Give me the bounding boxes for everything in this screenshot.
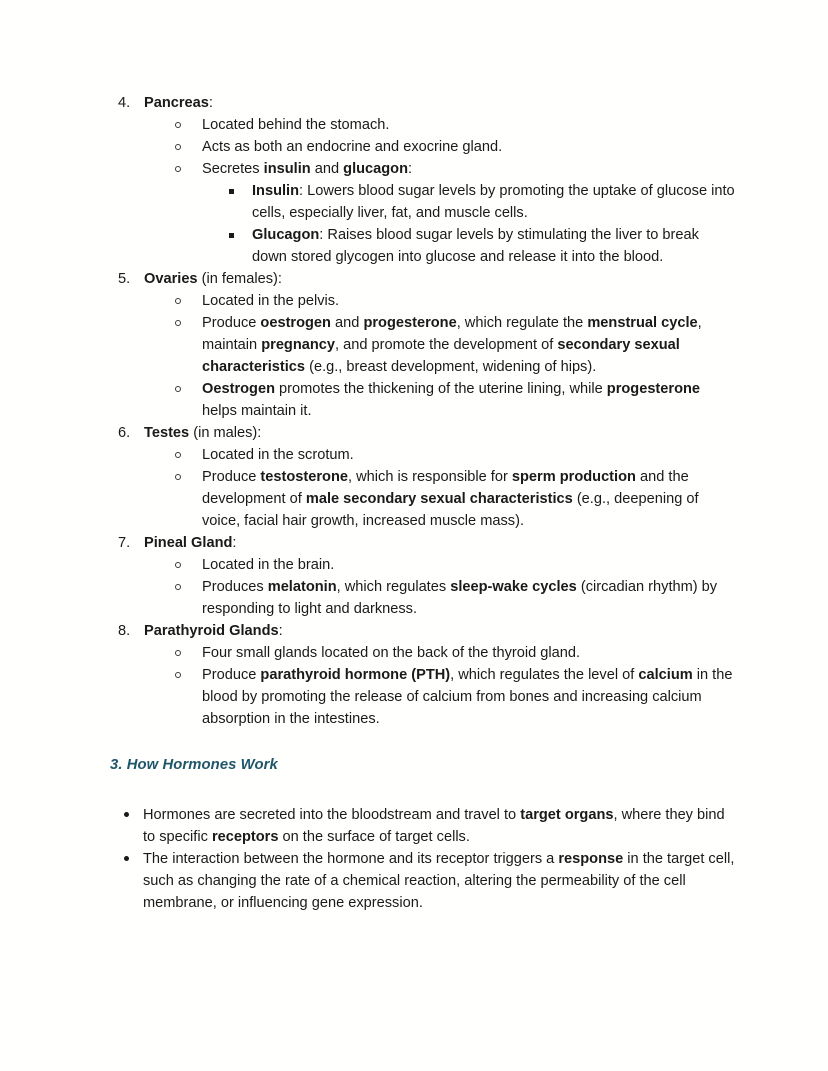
gland-item-title: Pancreas: bbox=[144, 95, 213, 111]
square-bullet-icon bbox=[229, 189, 234, 194]
gland-sub-item bbox=[144, 664, 735, 730]
gland-sub-sub-list bbox=[144, 180, 735, 268]
gland-sub-item bbox=[144, 290, 735, 312]
gland-sub-list bbox=[144, 114, 735, 268]
list-item bbox=[110, 848, 735, 914]
gland-sub-item-text: Located in the brain. bbox=[202, 557, 335, 573]
gland-item-number: 8. bbox=[118, 623, 131, 639]
square-bullet-icon bbox=[229, 233, 234, 238]
gland-sub-item-text: Located in the scrotum. bbox=[202, 447, 354, 463]
gland-item-number: 6. bbox=[118, 425, 131, 441]
gland-sub-item bbox=[144, 312, 735, 378]
dot-bullet-icon bbox=[124, 812, 129, 817]
circle-bullet-icon bbox=[175, 474, 181, 480]
gland-sub-item-text: Produces melatonin, which regulates sleep-wake cycles (circadian rhythm) by responding to light and darkness. bbox=[202, 579, 718, 617]
gland-sub-item bbox=[144, 576, 735, 620]
gland-sub-item bbox=[144, 554, 735, 576]
circle-bullet-icon bbox=[175, 298, 181, 304]
list-item bbox=[110, 804, 735, 848]
circle-bullet-icon bbox=[175, 672, 181, 678]
gland-item bbox=[110, 92, 735, 268]
gland-item-number: 7. bbox=[118, 535, 131, 551]
endocrine-glands-numbered-list bbox=[110, 92, 735, 730]
gland-sub-sub-item-text: Glucagon: Raises blood sugar levels by stimulating the liver to break down stored glycogen into glucose and release it into the blood. bbox=[252, 227, 699, 265]
dot-bullet-icon bbox=[124, 856, 129, 861]
gland-sub-item-text: Oestrogen promotes the thickening of the uterine lining, while progesterone helps maintain it. bbox=[202, 381, 701, 419]
gland-sub-item-text: Located behind the stomach. bbox=[202, 117, 390, 133]
gland-sub-item-text: Secretes insulin and glucagon: bbox=[202, 161, 413, 177]
list-item-text: Hormones are secreted into the bloodstream and travel to target organs, where they bind to specific receptors on the surface of target cells. bbox=[143, 807, 725, 845]
gland-sub-item bbox=[144, 642, 735, 664]
circle-bullet-icon bbox=[175, 452, 181, 458]
gland-sub-sub-item bbox=[144, 180, 735, 224]
gland-sub-sub-item-text: Insulin: Lowers blood sugar levels by promoting the uptake of glucose into cells, especially liver, fat, and muscle cells. bbox=[252, 183, 735, 221]
gland-sub-item-text: Produce testosterone, which is responsible for sperm production and the development of male secondary sexual characteristics (e.g., deepening of voice, facial hair growth, increased muscle mass). bbox=[202, 469, 699, 529]
circle-bullet-icon bbox=[175, 144, 181, 150]
gland-item bbox=[110, 268, 735, 422]
gland-item-title: Pineal Gland: bbox=[144, 535, 237, 551]
circle-bullet-icon bbox=[175, 320, 181, 326]
circle-bullet-icon bbox=[175, 166, 181, 172]
gland-sub-item-text: Four small glands located on the back of the thyroid gland. bbox=[202, 645, 581, 661]
gland-sub-item bbox=[144, 158, 735, 180]
gland-sub-list bbox=[144, 642, 735, 730]
gland-sub-list bbox=[144, 290, 735, 422]
gland-sub-item bbox=[144, 466, 735, 532]
circle-bullet-icon bbox=[175, 386, 181, 392]
gland-sub-item-text: Produce parathyroid hormone (PTH), which regulates the level of calcium in the blood by promoting the release of calcium from bones and increasing calcium absorption in the intestines. bbox=[202, 667, 733, 727]
gland-sub-sub-item bbox=[144, 224, 735, 268]
circle-bullet-icon bbox=[175, 122, 181, 128]
gland-item bbox=[110, 620, 735, 730]
section-heading-how-hormones-work: 3. How Hormones Work bbox=[110, 757, 278, 773]
gland-sub-item-text: Acts as both an endocrine and exocrine gland. bbox=[202, 139, 503, 155]
gland-sub-list bbox=[144, 444, 735, 532]
gland-sub-item bbox=[144, 114, 735, 136]
list-item-text: The interaction between the hormone and its receptor triggers a response in the target cell, such as changing the rate of a chemical reaction, altering the permeability of the cell membrane, or influencing gene expression. bbox=[143, 851, 735, 911]
circle-bullet-icon bbox=[175, 650, 181, 656]
gland-sub-item bbox=[144, 136, 735, 158]
gland-item-number: 5. bbox=[118, 271, 131, 287]
gland-sub-item-text: Produce oestrogen and progesterone, which regulate the menstrual cycle, maintain pregnancy, and promote the development of secondary sexual characteristics (e.g., breast development, widening of hips). bbox=[202, 315, 702, 375]
gland-item-title: Parathyroid Glands: bbox=[144, 623, 283, 639]
gland-sub-item bbox=[144, 378, 735, 422]
gland-item bbox=[110, 532, 735, 620]
gland-sub-list bbox=[144, 554, 735, 620]
gland-sub-item bbox=[144, 444, 735, 466]
gland-item-title: Ovaries (in females): bbox=[144, 271, 282, 287]
circle-bullet-icon bbox=[175, 584, 181, 590]
gland-sub-item-text: Located in the pelvis. bbox=[202, 293, 340, 309]
gland-item-number: 4. bbox=[118, 95, 131, 111]
circle-bullet-icon bbox=[175, 562, 181, 568]
document-content bbox=[110, 92, 735, 914]
how-hormones-work-bullet-list bbox=[110, 804, 735, 914]
gland-item bbox=[110, 422, 735, 532]
gland-item-title: Testes (in males): bbox=[144, 425, 262, 441]
